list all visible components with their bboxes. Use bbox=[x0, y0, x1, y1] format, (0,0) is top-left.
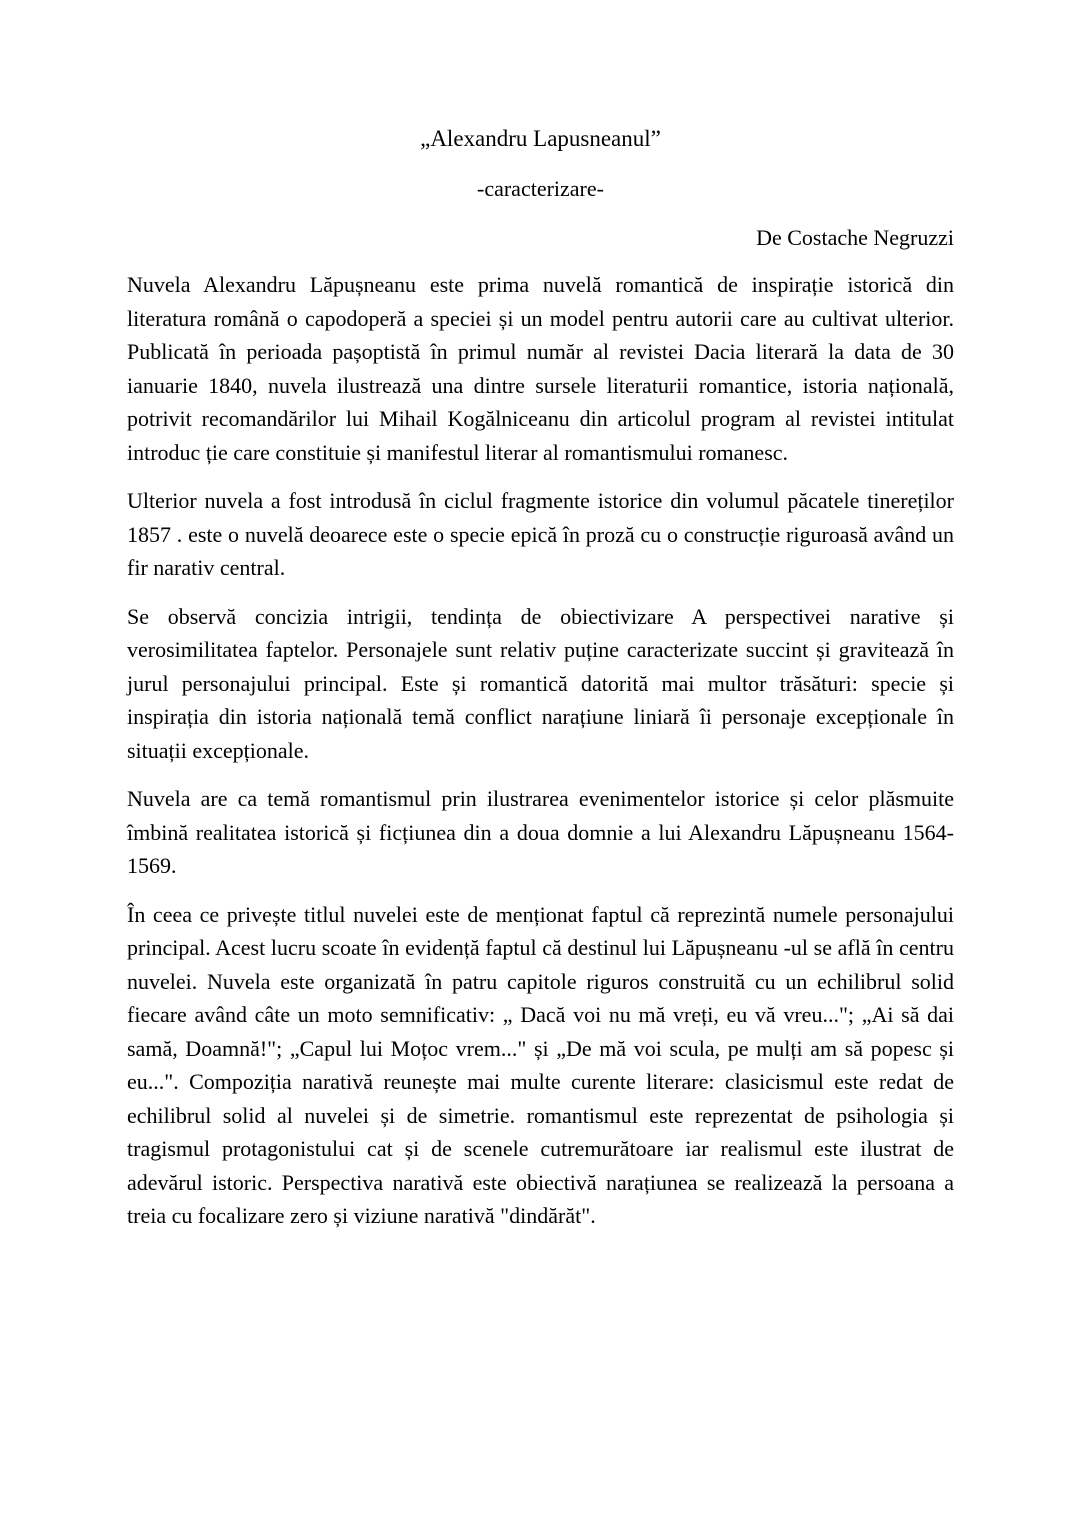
document-subtitle: -caracterizare- bbox=[477, 176, 604, 201]
paragraph-theme: Nuvela are ca temă romantismul prin ilustrarea evenimentelor istorice și celor plăsmuite îmbină realitatea istorică și ficțiunea din a doua domnie a lui Alexandru Lăpușneanu 1564-1569. bbox=[127, 786, 954, 878]
paragraph-characteristics: Se observă concizia intrigii, tendința de obiectivizare A perspectivei narative și verosimilitatea faptelor. Personajele sunt relativ puține caracterizate succint și gravitează în jurul personajului principal. Este și romantică datorită mai multor trăsături: specie și inspirația din istoria națională temă conflict narațiune liniară îi personaje excepționale în situații excepționale. bbox=[127, 603, 954, 763]
paragraph-intro: Nuvela Alexandru Lăpușneanu este prima nuvelă romantică de inspirație istorică din literatura română o capodoperă a speciei și un model pentru autorii care au cultivat ulterior. Publicată în perioada pașoptistă în primul număr al revistei Dacia literară la data de 30 ianuarie 1840, nuvela ilustrează una dintre sursele literaturii romantice, istoria națională, potrivit recomandărilor lui Mihail Kogălniceanu din articolul program al revistei intitulat introduc ție care constituie și manifestul literar al romantismului romanesc. bbox=[127, 272, 954, 465]
document-byline: De Costache Negruzzi bbox=[756, 225, 954, 250]
paragraph-publication: Ulterior nuvela a fost introdusă în ciclul fragmente istorice din volumul păcatele tinereților 1857 . este o nuvelă deoarece este o specie epică în proză cu o construcție riguroasă având un fir narativ central. bbox=[127, 488, 954, 580]
document-title: „Alexandru Lapusneanul” bbox=[420, 126, 661, 151]
paragraph-title-analysis: În ceea ce privește titlul nuvelei este de menționat faptul că reprezintă numele personajului principal. Acest lucru scoate în evidență faptul că destinul lui Lăpușneanu -ul se află în centru nuvelei. Nuvela este organizată în patru capitole riguros construită cu un echilibrul solid fiecare având câte un moto semnificativ: „ Dacă voi nu mă vreți, eu vă vreu..."; „Ai să dai samă, Doamnă!"; „Capul lui Moțoc vrem..." și „De mă voi scula, pe mulți am să popesc și eu...". Compoziția narativă reunește mai multe curente literare: clasicismul este redat de echilibrul solid al nuvelei și de simetrie. romantismul este reprezentat de psihologia și tragismul protagonistului cat și de scenele cutremurătoare iar realismul este ilustrat de adevărul istoric. Perspectiva narativă este obiectivă narațiunea se realizează la persoana a treia cu focalizare zero și viziune narativă "dindărăt". bbox=[127, 901, 954, 1228]
